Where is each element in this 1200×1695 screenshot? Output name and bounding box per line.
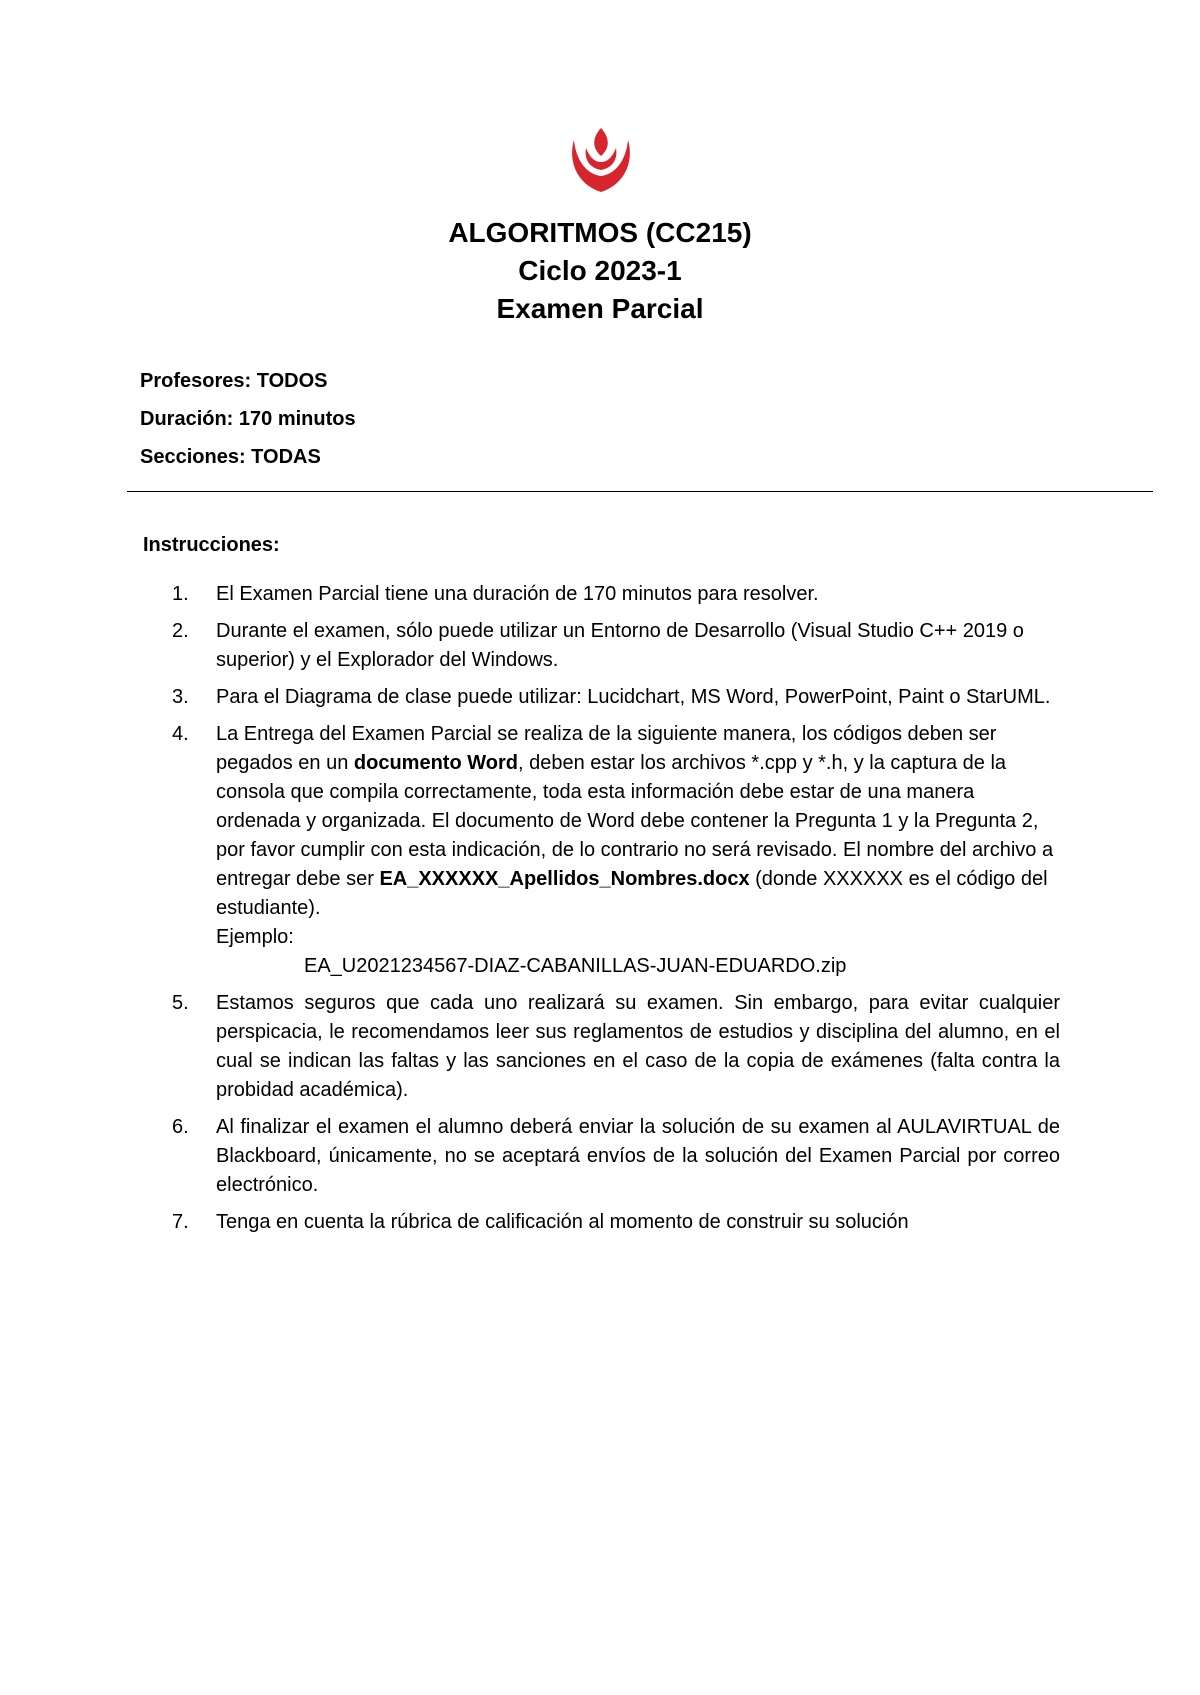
duration-line: Duración: 170 minutos [140,408,356,430]
item-number: 1. [172,583,189,605]
example-filename: EA_U2021234567-DIAZ-CABANILLAS-JUAN-EDUARDO.zip [304,955,847,977]
list-item [172,1113,1060,1200]
file-name-format: EA_XXXXXX_Apellidos_Nombres.docx [379,868,750,890]
item-text-part: (donde XXXXXX es el código del estudiante). [216,868,1048,919]
item-number: 5. [172,992,189,1014]
item-text: Durante el examen, sólo puede utilizar un Entorno de Desarrollo (Visual Studio C++ 2019 o superior) y el Explorador del Windows. [216,620,1024,671]
item-text: Tenga en cuenta la rúbrica de calificación al momento de construir su solución [216,1211,909,1233]
title-block [0,214,1200,328]
item-number: 3. [172,686,189,708]
instructions-heading: Instrucciones: [143,534,280,556]
exam-meta [140,368,356,482]
item-text-part: La Entrega del Examen Parcial se realiza de la siguiente manera, los códigos deben ser pegados en un [216,723,997,774]
item-text-bold: documento Word [353,752,518,774]
example-label: Ejemplo: [216,926,294,948]
divider [127,491,1153,492]
instructions-list [172,580,1060,1245]
item-text: Al finalizar el examen el alumno deberá enviar la solución de su examen al AULAVIRTUAL de Blackboard, únicamente, no se aceptará envíos de la solución del Examen Parcial por correo electrónico. [216,1116,1060,1196]
item-text [216,720,1060,981]
item-number: 4. [172,723,189,745]
list-item [172,617,1060,675]
list-item [172,580,1060,609]
sections-line: Secciones: TODAS [140,446,321,468]
item-number: 7. [172,1211,189,1233]
list-item [172,1208,1060,1237]
course-title: ALGORITMOS (CC215) [448,217,752,248]
item-text: Estamos seguros que cada uno realizará su examen. Sin embargo, para evitar cualquier perspicacia, le recomendamos leer sus reglamentos de estudios y disciplina del alumno, en el cual se indican las faltas y las sanciones en el caso de la copia de exámenes (falta contra la probidad académica). [216,992,1060,1101]
list-item [172,989,1060,1105]
item-number: 6. [172,1116,189,1138]
item-text: Para el Diagrama de clase puede utilizar: Lucidchart, MS Word, PowerPoint, Paint o StarUML. [216,686,1051,708]
list-item [172,683,1060,712]
exam-title: Examen Parcial [496,293,704,324]
upc-flame-logo [566,126,636,196]
cycle-title: Ciclo 2023-1 [518,255,682,286]
professors-line: Profesores: TODOS [140,370,328,392]
item-number: 2. [172,620,189,642]
item-text: El Examen Parcial tiene una duración de 170 minutos para resolver. [216,583,819,605]
list-item [172,720,1060,981]
item-text-part: , deben estar los archivos *.cpp y *.h, y la captura de la consola que compila correctamente, toda esta información debe estar de una manera ordenada y organizada. El documento de Word debe contener la Pregunta 1 y la Pregunta 2, por favor cumplir con esta indicación, de lo contrario no será revisado. El nombre del archivo a entregar debe ser [216,752,1054,890]
